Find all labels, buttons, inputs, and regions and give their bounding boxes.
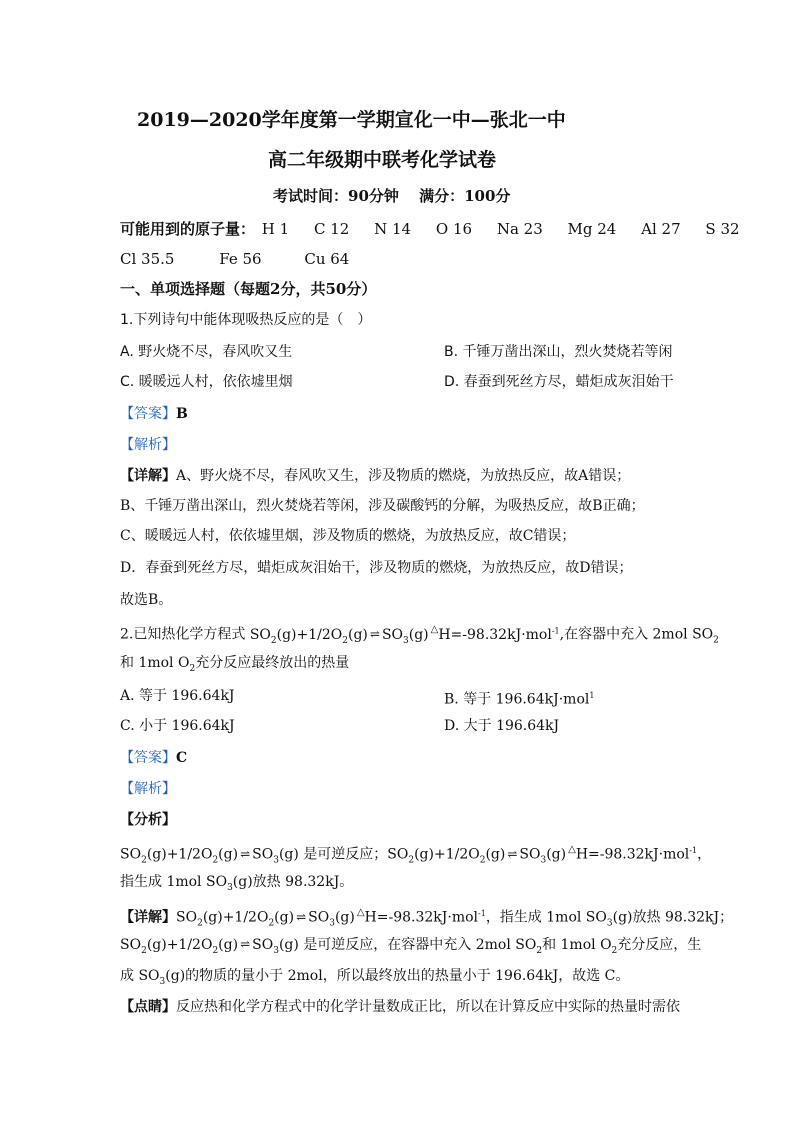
delta-icon: △ <box>356 906 365 918</box>
q2-detail-line2: $SO_2(g)+1/2O_2(g)$ ⇌ $SO_3(g)$ 是可逆反应，在容器中充入 2mol $SO_2$和 1mol $O_2$充分反应，生 <box>120 935 701 961</box>
q2-option-c: C. 小于 196.64kJ <box>120 718 235 734</box>
atomic-mass: Na 23 <box>496 220 543 238</box>
atomic-masses-label: 可能用到的原子量： <box>120 220 256 238</box>
delta-icon: △ <box>430 623 439 635</box>
detail-text: A、野火烧不尽，春风吹又生，涉及物质的燃烧，为放热反应，故A错误； <box>176 468 631 484</box>
answer-tag: 【答案】 <box>120 750 176 766</box>
q1-stem: 1.下列诗句中能体现吸热反应的是（ ） <box>120 312 372 328</box>
q1-option-b: B. 千锤万凿出深山，烈火焚烧若等闲 <box>444 344 673 360</box>
reversible-arrow-icon: ⇌ <box>296 909 307 924</box>
atomic-mass: Al 27 <box>641 220 681 238</box>
reversible-arrow-icon: ⇌ <box>369 626 380 641</box>
q1-detail-line5: 故选B。 <box>120 592 173 608</box>
q1-option-a: A. 野火烧不尽，春风吹又生 <box>120 344 293 360</box>
q1-detail-line3: C、暖暖远人村，依依墟里烟，涉及物质的燃烧，为放热反应，故C错误； <box>120 528 576 544</box>
delta-icon: △ <box>568 843 576 855</box>
answer-tag: 【答案】 <box>120 406 176 422</box>
q2-jiexi-tag: 【解析】 <box>120 781 176 797</box>
q2-stem-line2: 和 1mol $O_2$充分反应最终放出的热量 <box>120 655 350 674</box>
q2-option-d: D. 大于 196.64kJ <box>444 718 560 734</box>
atomic-mass: S 32 <box>705 220 740 238</box>
atomic-masses-row2 <box>120 249 349 269</box>
note-tag: 【点睛】 <box>120 999 176 1015</box>
detail-tag: 【详解】 <box>120 909 176 926</box>
atomic-mass: Mg 24 <box>567 220 617 238</box>
atomic-masses-row1 <box>120 219 740 239</box>
q2-option-b: B. 等于 196.64kJ·mol$^1$ <box>444 691 595 708</box>
reversible-arrow-icon: ⇌ <box>240 937 251 951</box>
atomic-mass: Fe 56 <box>219 250 262 268</box>
q1-option-d: D. 春蚕到死丝方尽，蜡炬成灰泪始干 <box>444 374 674 390</box>
q1-answer <box>120 404 188 424</box>
thermo-equation: $SO_2(g)+1/2O_2(g)$ ⇌ $SO_3(g)$ △H=-98.32kJ·mol$^{-1}$ <box>249 623 560 646</box>
q2-stem-line1: 2.已知热化学方程式 $SO_2(g)+1/2O_2(g)$ ⇌ $SO_3(g)$ △H=-98.32kJ·mol$^{-1}$,在容器中充入 2mol $SO_2$ <box>120 623 719 646</box>
exam-title-line2: 高二年级期中联考化学试卷 <box>268 149 497 171</box>
detail-tag: 【详解】 <box>120 468 176 484</box>
reversible-arrow-icon: ⇌ <box>240 846 251 861</box>
atomic-mass: N 14 <box>374 220 412 238</box>
reversible-arrow-icon: ⇌ <box>507 846 518 861</box>
exam-info: 考试时间：90分钟 满分：100分 <box>273 187 511 205</box>
atomic-mass: Cu 64 <box>304 250 350 268</box>
answer-value: B <box>176 406 188 422</box>
q1-detail-line2: B、千锤万凿出深山，烈火焚烧若等闲，涉及碳酸钙的分解，为吸热反应，故B正确； <box>120 498 645 514</box>
q2-detail-line3: 成 $SO_3(g)$的物质的量小于 2mol，所以最终放出的热量小于 196.64kJ，故选 C。 <box>120 968 630 987</box>
q2-detail-line1: 【详解】$SO_2(g)+1/2O_2(g)$ ⇌ $SO_3(g)$ △H=-98.32kJ·mol$^{-1}$，指生成 1mol $SO_3(g)$放热 98.32kJ； <box>120 906 734 929</box>
atomic-mass: O 16 <box>435 220 473 238</box>
q1-detail-line1 <box>120 466 630 486</box>
q1-jiexi-tag: 【解析】 <box>120 437 176 453</box>
q1-option-c: C. 暖暖远人村，依依墟里烟 <box>120 374 293 390</box>
q1-detail-line4: D．春蚕到死丝方尽，蜡炬成灰泪始干，涉及物质的燃烧，为放热反应，故D错误； <box>120 560 633 576</box>
q2-answer <box>120 748 187 768</box>
atomic-mass: Cl 35.5 <box>120 250 175 268</box>
atomic-mass: H 1 <box>261 220 290 238</box>
section-heading: 一、单项选择题（每题2分，共50分） <box>120 280 377 298</box>
q2-option-a: A. 等于 196.64kJ <box>120 688 235 704</box>
exam-title-line1: 2019—2020学年度第一学期宣化一中—张北一中 <box>137 109 566 131</box>
q2-analysis-line2: 指生成 1mol $SO_3(g)$放热 98.32kJ。 <box>120 874 354 893</box>
answer-value: C <box>176 750 188 766</box>
q2-analysis-tag: 【分析】 <box>120 812 176 828</box>
q2-stem-pre: 2.已知热化学方程式 <box>120 626 246 643</box>
q2-note: 【点睛】反应热和化学方程式中的化学计量数成正比，所以在计算反应中实际的热量时需依 <box>120 999 680 1015</box>
q2-analysis-line1: $SO_2(g)+1/2O_2(g)$ ⇌ $SO_3(g)$ 是可逆反应；$SO_2(g)+1/2O_2(g)$ ⇌ $SO_3(g)$ △H=-98.32kJ·mol$^{-1}$， <box>120 843 712 866</box>
atomic-mass: C 12 <box>313 220 350 238</box>
